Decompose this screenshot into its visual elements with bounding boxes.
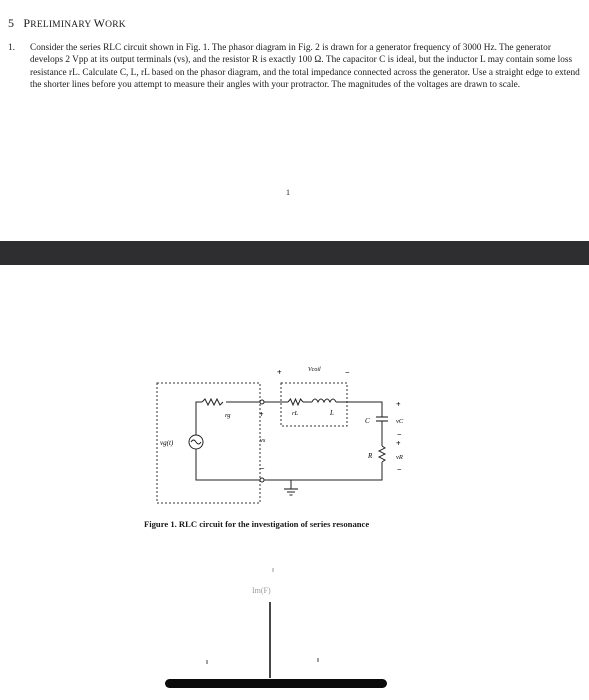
vc-label: vC (396, 418, 404, 425)
svg-text:+: + (396, 439, 401, 448)
home-indicator-bar[interactable] (165, 679, 387, 688)
svg-text:−: − (397, 430, 402, 439)
rl-label: rL (292, 410, 299, 417)
svg-text:+: + (277, 368, 282, 377)
coil-box (281, 383, 347, 426)
l-label: L (330, 409, 334, 417)
svg-text:+: + (396, 400, 401, 409)
vg-label: vg(t) (160, 439, 174, 447)
im-axis-label: Im(F) (252, 586, 271, 595)
section-number: 5 (8, 16, 15, 30)
r-label: R (368, 452, 373, 460)
section-heading (8, 16, 126, 31)
section-title-initial: P (23, 16, 31, 30)
c-label: C (365, 417, 370, 425)
inductor (312, 399, 336, 402)
vr-label: vR (396, 454, 403, 461)
figure1-caption: Figure 1. RLC circuit for the investigation of series resonance (144, 519, 370, 529)
svg-text:−: − (397, 465, 402, 474)
svg-text:−: − (260, 464, 265, 473)
r-resistor (379, 446, 385, 462)
section-title-initial-2: W (93, 16, 106, 30)
rg-label: rg (225, 412, 231, 419)
problem-number: 1. (8, 43, 15, 53)
vcoil-label: Vcoil (308, 367, 321, 373)
problem-1 (8, 42, 580, 92)
svg-text:−: − (345, 368, 350, 377)
phasor-diagram-figure (190, 560, 350, 680)
page-number: 1 (286, 188, 290, 197)
section-title-rest: RELIMINARY (30, 20, 94, 30)
problem-text: Consider the series RLC circuit shown in Fig. 1. The phasor diagram in Fig. 2 is drawn for a generator frequency of 3000 Hz. The generator develops 2 Vpp at its output terminals (vs), and the resistor R is exactly 100 Ω. The capacitor C is ideal, but the inductor L may contain some loss resistance rL. Calculate C, L, rL based on the phasor diagram, and the total impedance connected across the generator. Use a straight edge to extend the shorter lines before you attempt to measure their angles with your protractor. The magnitudes of the voltages are drawn to scale. (30, 43, 580, 91)
rlc-circuit-figure (150, 355, 420, 510)
rl-resistor (288, 399, 303, 405)
vs-label: vs (260, 437, 266, 444)
rg-resistor (202, 399, 223, 405)
section-title-rest-2: ORK (105, 20, 126, 30)
page-divider-band (0, 241, 589, 265)
svg-text:+: + (259, 410, 264, 419)
